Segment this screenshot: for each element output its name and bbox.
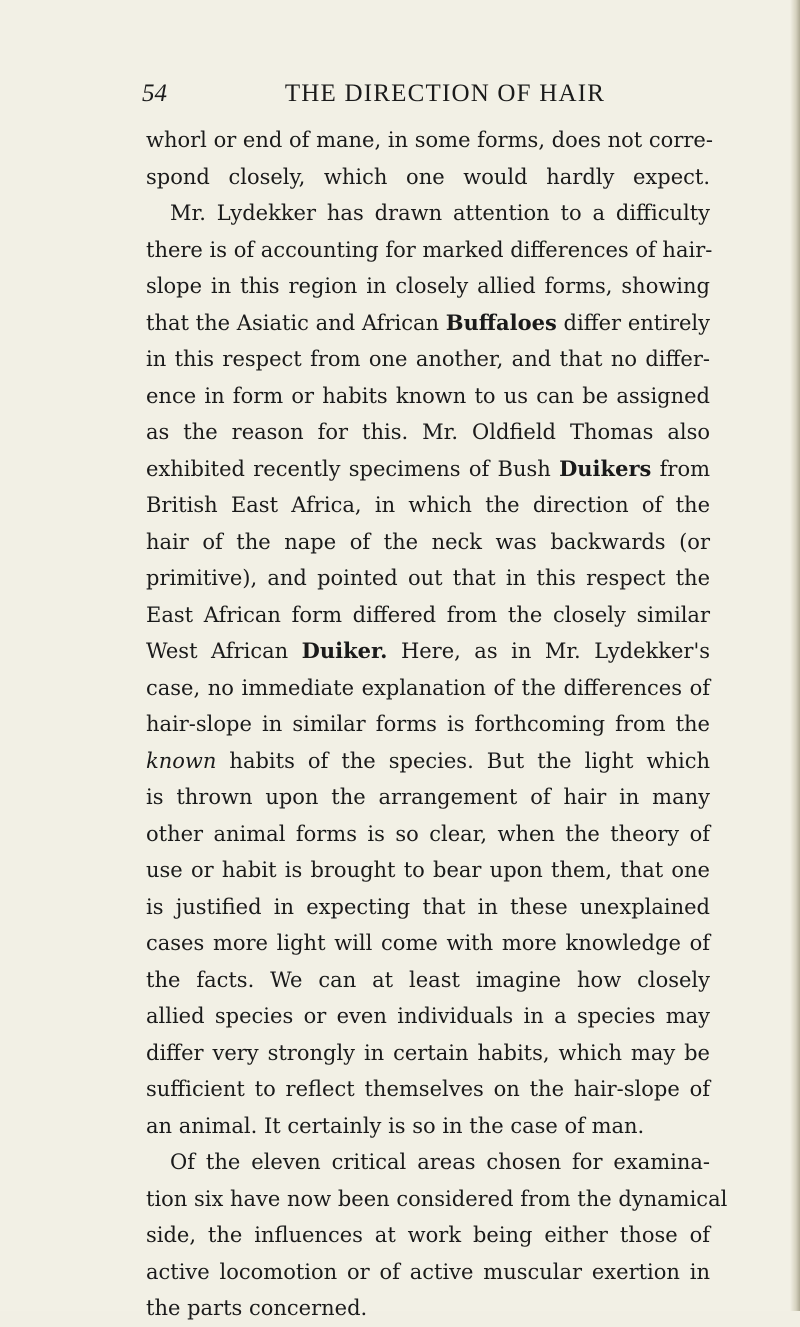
text-line: use or habit is brought to bear upon them, that one bbox=[146, 858, 710, 882]
text-line: differ very strongly in certain habits, which may be bbox=[146, 1040, 710, 1065]
text-line: sufficient to reflect themselves on the hair-slope of bbox=[146, 1077, 710, 1101]
text-segment: exhibited recently specimens of Bush bbox=[146, 456, 560, 481]
italic-term: known bbox=[146, 748, 217, 773]
text-line: an animal. It certainly is so in the case of man. bbox=[146, 1113, 645, 1138]
text-line: primitive), and pointed out that in this respect the bbox=[146, 566, 710, 590]
text-line: there is of accounting for marked differences of hair- bbox=[146, 237, 713, 262]
page-header bbox=[140, 80, 700, 116]
text-line: Mr. Lydekker has drawn attention to a difficulty bbox=[170, 201, 710, 225]
text-line: British East Africa, in which the direction of the bbox=[146, 493, 710, 517]
text-line: is thrown upon the arrangement of hair in many bbox=[146, 785, 710, 809]
text-segment: Here, as in Mr. Lydekker's bbox=[387, 639, 710, 663]
body-text bbox=[146, 122, 728, 1327]
text-line bbox=[146, 633, 710, 670]
text-line: slope in this region in closely allied forms, showing bbox=[146, 274, 710, 298]
text-line: ence in form or habits known to us can be assigned bbox=[146, 383, 710, 408]
text-line: as the reason for this. Mr. Oldfield Thomas also bbox=[146, 420, 710, 444]
text-line: the parts concerned. bbox=[146, 1296, 368, 1320]
text-segment: West African bbox=[146, 639, 302, 663]
page-edge-shadow bbox=[790, 0, 800, 1311]
text-line: case, no immediate explanation of the differences of bbox=[146, 675, 710, 700]
text-line: hair-slope in similar forms is forthcoming from the bbox=[146, 712, 710, 736]
text-line: other animal forms is so clear, when the theory of bbox=[146, 821, 710, 846]
bold-term: Duiker. bbox=[301, 638, 388, 663]
text-segment: differ entirely bbox=[556, 310, 710, 335]
text-line bbox=[146, 305, 710, 342]
text-line bbox=[146, 743, 710, 780]
running-title: THE DIRECTION OF HAIR bbox=[284, 80, 606, 107]
text-line: cases more light will come with more knowledge of bbox=[146, 931, 710, 955]
text-line: tion six have now been considered from the dynamical bbox=[146, 1186, 728, 1211]
bold-term: Buffaloes bbox=[445, 309, 557, 335]
text-segment: from bbox=[651, 456, 711, 481]
text-line: active locomotion or of active muscular exertion in bbox=[146, 1259, 710, 1284]
page-number: 54 bbox=[142, 80, 167, 107]
text-line: is justified in expecting that in these unexplained bbox=[146, 894, 710, 919]
text-line bbox=[146, 451, 710, 488]
text-segment: that the Asiatic and African bbox=[146, 310, 446, 335]
text-segment: habits of the species. But the light which bbox=[216, 748, 710, 773]
text-line: the facts. We can at least imagine how closely bbox=[146, 967, 710, 992]
text-line: hair of the nape of the neck was backwards (or bbox=[146, 529, 710, 554]
text-line: Of the eleven critical areas chosen for examina- bbox=[170, 1150, 710, 1174]
text-line: in this respect from one another, and that no differ- bbox=[146, 347, 710, 371]
text-line: whorl or end of mane, in some forms, does not corre- bbox=[146, 128, 713, 152]
text-line: East African form differed from the closely similar bbox=[146, 602, 710, 627]
text-line: spond closely, which one would hardly expect. bbox=[146, 164, 710, 189]
text-line: side, the influences at work being either those of bbox=[146, 1223, 710, 1247]
text-line: allied species or even individuals in a species may bbox=[146, 1004, 710, 1028]
bold-term: Duikers bbox=[559, 455, 652, 481]
